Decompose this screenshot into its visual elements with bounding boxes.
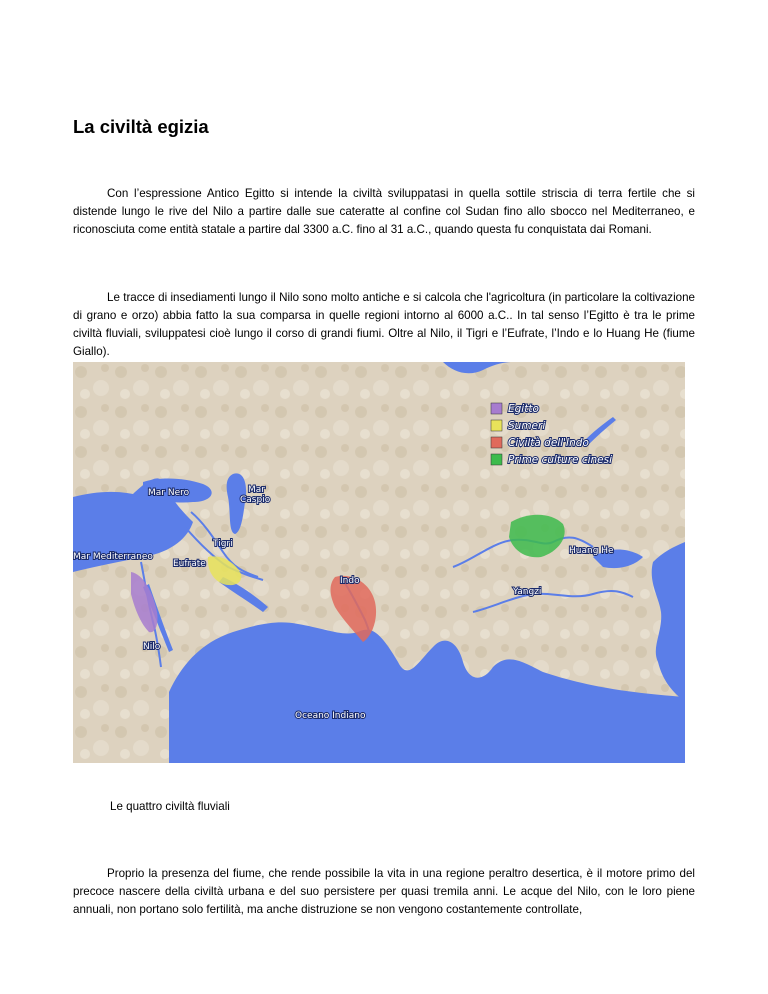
legend-swatch-egitto <box>491 403 502 414</box>
label-mar-nero: Mar Nero <box>148 488 190 498</box>
legend-swatch-sumeri <box>491 420 502 431</box>
label-mar-caspio-2: Caspio <box>240 495 271 505</box>
legend-label-indo: Civiltà dell'Indo <box>508 437 589 449</box>
paragraph-intro: Con l’espressione Antico Egitto si intende la civiltà sviluppatasi in quella sottile striscia di terra fertile che si distende lungo le rive del Nilo a partire dalle sue cateratte al confine col Sudan fino allo sbocco nel Mediterraneo, e riconosciuta come entità statale a partire dal 3300 a.C. fino al 31 a.C., quando questa fu conquistata dai Romani. <box>73 187 695 236</box>
paragraph-settlements: Le tracce di insediamenti lungo il Nilo sono molto antiche e si calcola che l'agricoltura (in particolare la coltivazione di grano e orzo) abbia fatto la sua comparsa in quelle regioni intorno al 6000 a.C.. In tal senso l’Egitto è tra le prime civiltà fluviali, sviluppatesi cioè lungo il corso di grandi fiumi. Oltre al Nilo, il Tigri e l’Eufrate, l’Indo e lo Huang He (fiume Giallo). <box>73 291 695 358</box>
label-mar-caspio-1: Mar <box>248 485 265 495</box>
label-mar-mediterraneo: Mar Mediterraneo <box>73 552 153 562</box>
page-title: La civiltà egizia <box>73 116 209 137</box>
label-nilo: Nilo <box>143 642 161 652</box>
label-oceano-indiano: Oceano Indiano <box>295 711 366 721</box>
label-huang-he: Huang He <box>569 546 614 556</box>
paragraph-river: Proprio la presenza del fiume, che rende possibile la vita in una regione peraltro desertica, è il motore primo del precoce nascere della civiltà urbana e del suo persistere per quasi tremila anni. Le acque del Nilo, con le loro piene annuali, non portano solo fertilità, ma anche distruzione se non vengono costantemente controllate, <box>73 867 695 916</box>
label-eufrate: Eufrate <box>173 559 206 569</box>
label-tigri: Tigri <box>213 539 233 549</box>
legend-label-egitto: Egitto <box>508 403 539 415</box>
map-caption: Le quattro civiltà fluviali <box>110 800 230 813</box>
legend-label-sumeri: Sumeri <box>508 420 546 432</box>
label-yangzi: Yangzi <box>513 587 542 597</box>
legend-swatch-cina <box>491 454 502 465</box>
label-indo: Indo <box>340 576 360 586</box>
legend-swatch-indo <box>491 437 502 448</box>
river-civilizations-map <box>73 362 685 763</box>
legend-label-cina: Prime culture cinesi <box>508 454 613 466</box>
